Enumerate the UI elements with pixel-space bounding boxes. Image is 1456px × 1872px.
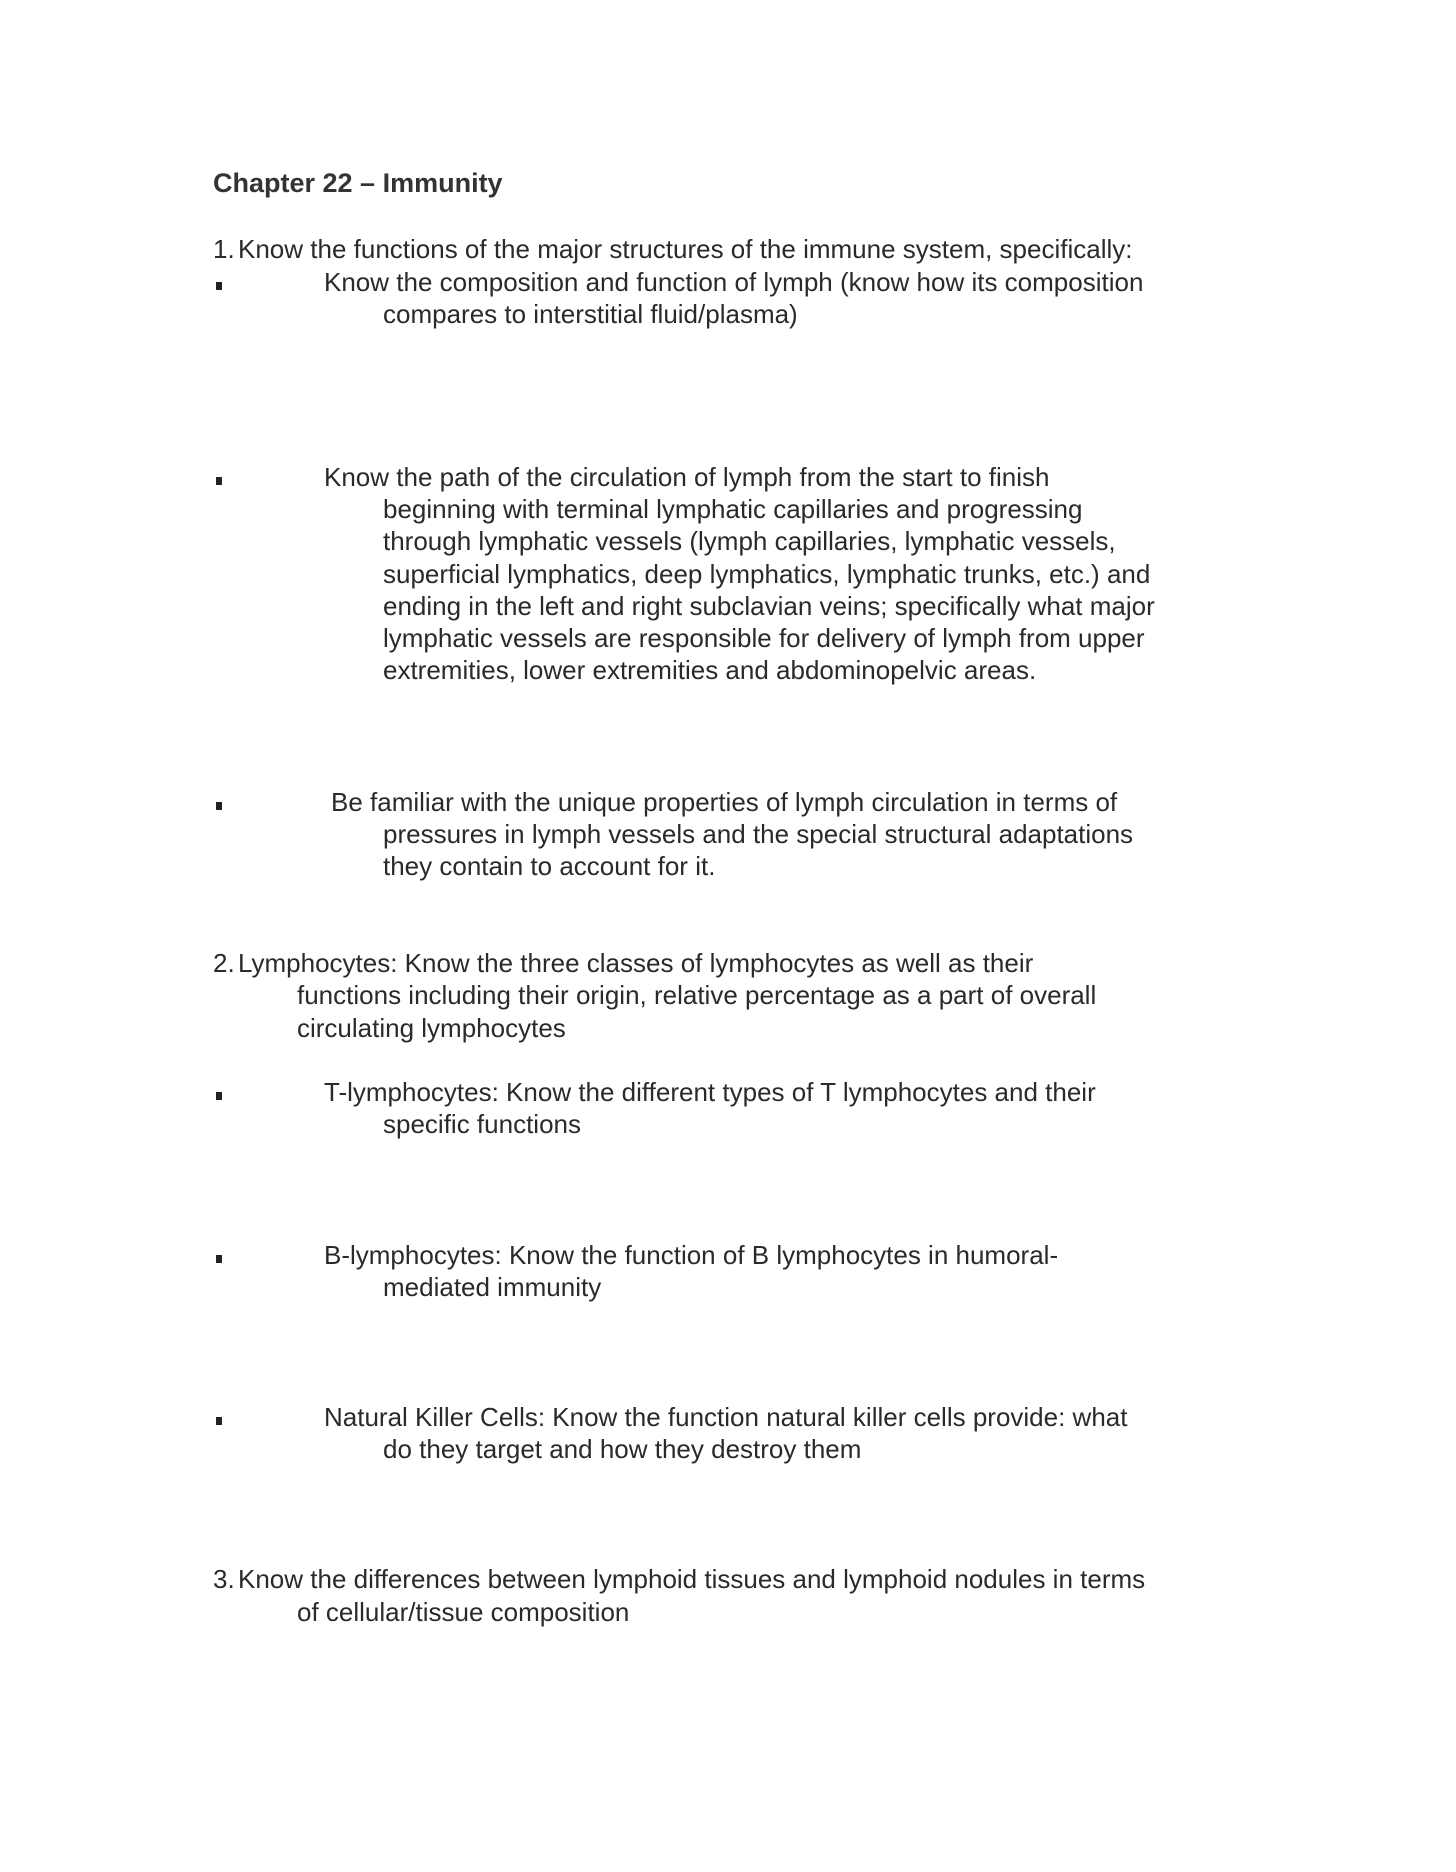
- bullet-text-line: ending in the left and right subclavian veins; specifically what major: [383, 591, 1155, 621]
- bullet-text-line: pressures in lymph vessels and the special structural adaptations: [383, 819, 1134, 849]
- bullet-text-line: compares to interstitial fluid/plasma): [383, 299, 798, 329]
- section-2-line: circulating lymphocytes: [297, 1013, 566, 1043]
- section-3-line: of cellular/tissue composition: [297, 1597, 630, 1627]
- section-2-number: 2.: [213, 948, 235, 978]
- bullet-marker: [216, 1092, 222, 1100]
- bullet-text-line: Natural Killer Cells: Know the function natural killer cells provide: what: [324, 1402, 1128, 1432]
- bullet-text-line: superficial lymphatics, deep lymphatics, lymphatic trunks, etc.) and: [383, 559, 1151, 589]
- bullet-marker: [216, 1255, 222, 1263]
- bullet-text-line: specific functions: [383, 1109, 581, 1139]
- bullet-text-line: do they target and how they destroy them: [383, 1434, 862, 1464]
- bullet-text-line: mediated immunity: [383, 1272, 602, 1302]
- section-2-line: Lymphocytes: Know the three classes of lymphocytes as well as their: [238, 948, 1034, 978]
- section-1-number: 1.: [213, 234, 235, 264]
- bullet-text-line: lymphatic vessels are responsible for delivery of lymph from upper: [383, 623, 1145, 653]
- bullet-text-line: B-lymphocytes: Know the function of B lymphocytes in humoral-: [324, 1240, 1059, 1270]
- page-title: Chapter 22 – Immunity: [213, 168, 503, 198]
- bullet-text-line: through lymphatic vessels (lymph capillaries, lymphatic vessels,: [383, 526, 1116, 556]
- bullet-text-line: they contain to account for it.: [383, 851, 716, 881]
- bullet-marker: [216, 1417, 222, 1425]
- bullet-text-line: Be familiar with the unique properties of lymph circulation in terms of: [331, 787, 1118, 817]
- bullet-text-line: Know the path of the circulation of lymph from the start to finish: [324, 462, 1050, 492]
- bullet-marker: [216, 282, 222, 290]
- section-3-line: Know the differences between lymphoid tissues and lymphoid nodules in terms: [238, 1564, 1146, 1594]
- section-2-line: functions including their origin, relative percentage as a part of overall: [297, 980, 1097, 1010]
- section-3-number: 3.: [213, 1564, 235, 1594]
- bullet-text-line: extremities, lower extremities and abdominopelvic areas.: [383, 655, 1037, 685]
- bullet-text-line: Know the composition and function of lymph (know how its composition: [324, 267, 1144, 297]
- bullet-text-line: T-lymphocytes: Know the different types of T lymphocytes and their: [324, 1077, 1096, 1107]
- bullet-text-line: beginning with terminal lymphatic capillaries and progressing: [383, 494, 1083, 524]
- section-1-line: Know the functions of the major structures of the immune system, specifically:: [238, 234, 1133, 264]
- bullet-marker: [216, 802, 222, 810]
- bullet-marker: [216, 477, 222, 485]
